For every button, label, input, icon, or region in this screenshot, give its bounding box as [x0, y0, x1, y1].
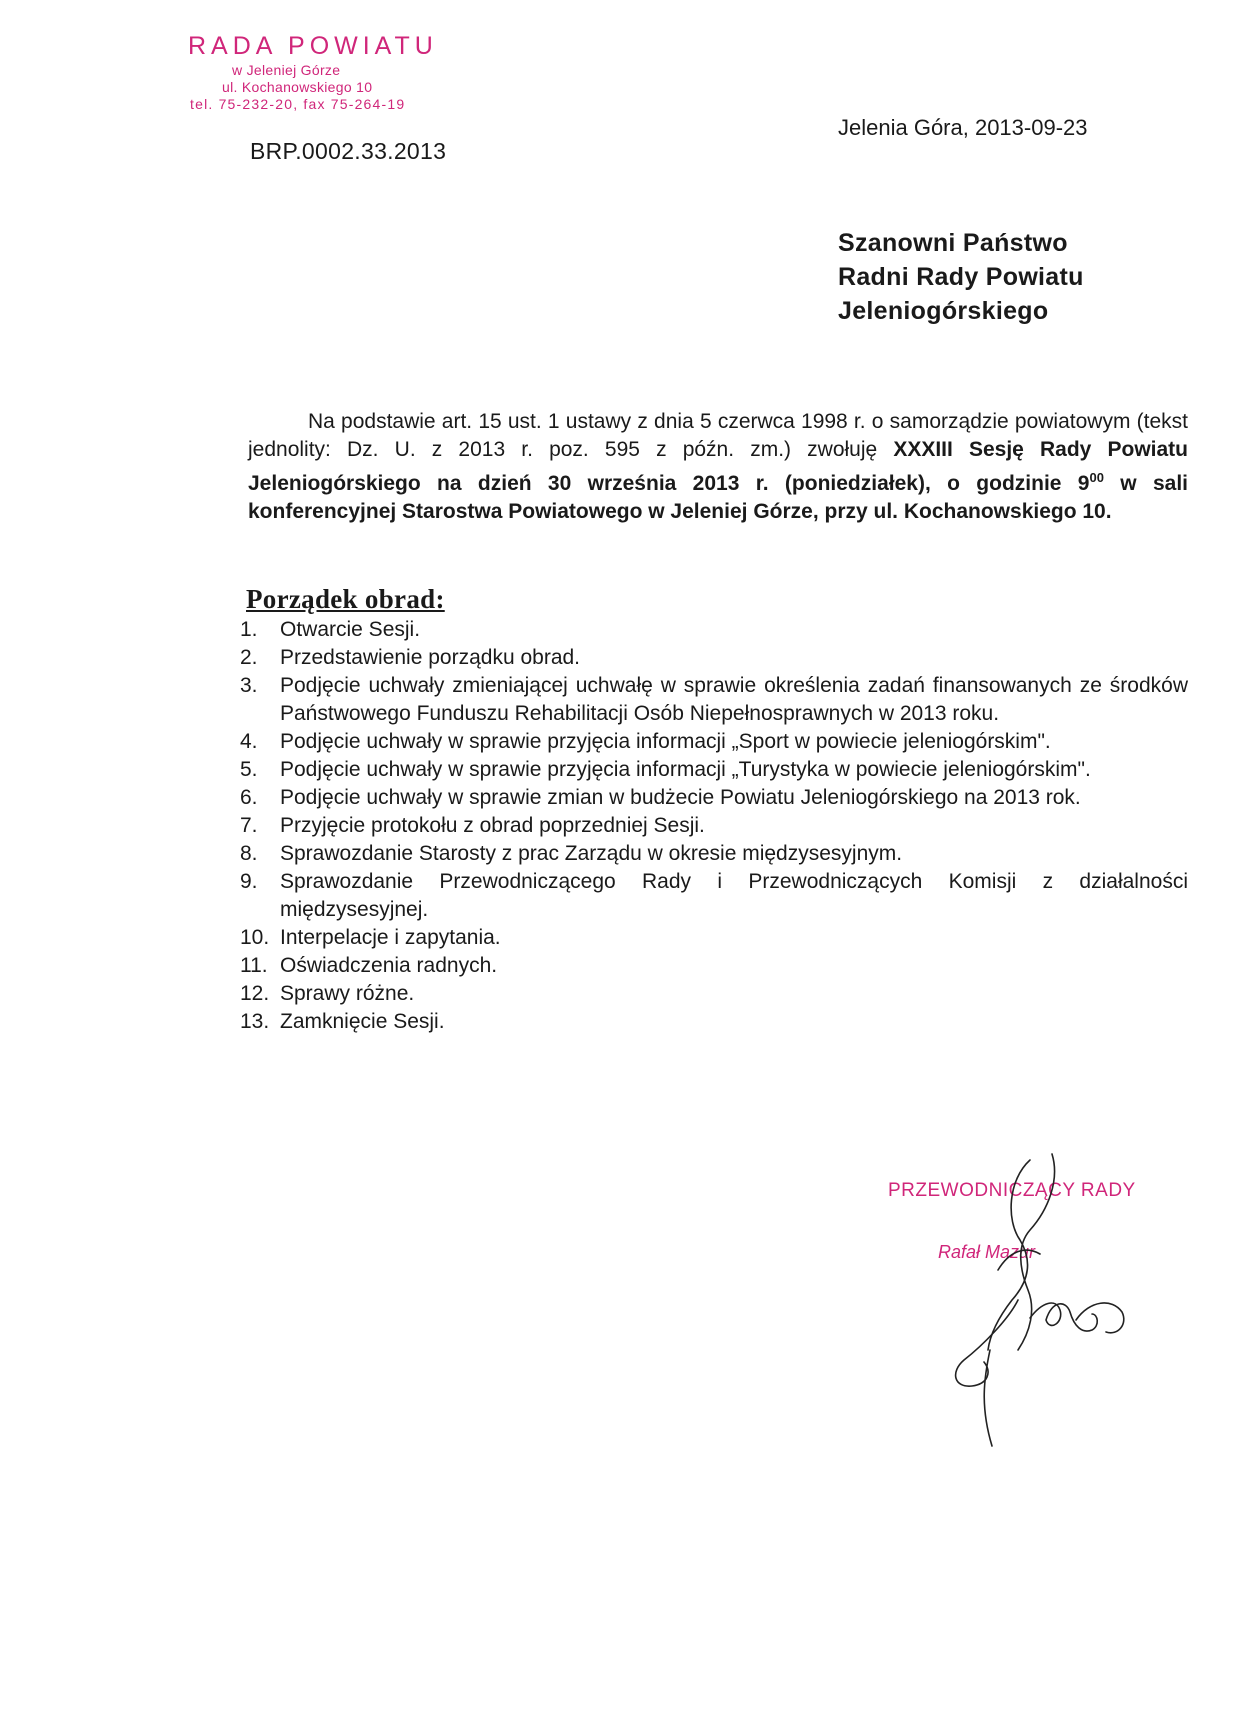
stamp-title: RADA POWIATU — [188, 32, 438, 60]
agenda-item: 10. Interpelacje i zapytania. — [240, 926, 501, 949]
addressee-line: Jeleniogórskiego — [838, 297, 1049, 325]
place-date: Jelenia Góra, 2013-09-23 — [838, 115, 1088, 140]
agenda-title: Porządek obrad: — [246, 584, 445, 614]
agenda-list — [240, 616, 1188, 1036]
handwritten-signature — [880, 1150, 1140, 1450]
intro-session-details: XXXIII Sesję Rady Powiatu Jeleniogórskiego na dzień 30 września 2013 r. (poniedziałek), o godzinie $9^{00}$ w sali konferencyjnej Starostwa Powiatowego w Jeleniej Górze, przy ul. Kochanowskiego 10. — [248, 438, 1189, 523]
agenda-item: 3. Podjęcie uchwały zmieniającej uchwałę w sprawie określenia zadań finansowanych ze środków Państwowego Funduszu Rehabilitacji Osób Niepełnosprawnych w 2013 roku. — [240, 674, 1188, 725]
reference-number: BRP.0002.33.2013 — [250, 138, 447, 164]
chairman-stamp-role: PRZEWODNICZĄCY RADY — [888, 1180, 1136, 1201]
agenda-item: 2. Przedstawienie porządku obrad. — [240, 646, 581, 669]
agenda-item: 1. Otwarcie Sesji. — [240, 618, 421, 641]
agenda-item: 7. Przyjęcie protokołu z obrad poprzedniej Sesji. — [240, 814, 705, 837]
stamp-street: ul. Kochanowskiego 10 — [222, 79, 373, 95]
council-header-stamp — [188, 34, 438, 111]
stamp-city: w Jeleniej Górze — [232, 62, 341, 78]
stamp-phone: tel. 75-232-20, fax 75-264-19 — [190, 96, 406, 112]
agenda-item: 5. Podjęcie uchwały w sprawie przyjęcia informacji „Turystyka w powiecie jeleniogórskim". — [240, 758, 1091, 781]
agenda-item: 11. Oświadczenia radnych. — [240, 954, 498, 977]
agenda-item: 8. Sprawozdanie Starosty z prac Zarządu w okresie międzysesyjnym. — [240, 842, 903, 865]
addressee — [838, 226, 1084, 328]
intro-paragraph — [248, 408, 1188, 526]
agenda-item: 13. Zamknięcie Sesji. — [240, 1010, 445, 1033]
chairman-stamp-name: Rafał Mazur — [938, 1242, 1036, 1262]
addressee-line: Radni Rady Powiatu — [838, 263, 1084, 291]
agenda-item: 4. Podjęcie uchwały w sprawie przyjęcia informacji „Sport w powiecie jeleniogórskim". — [240, 730, 1051, 753]
agenda-item: 12. Sprawy różne. — [240, 982, 415, 1005]
agenda-item: 9. Sprawozdanie Przewodniczącego Rady i Przewodniczących Komisji z działalności międzysesyjnej. — [240, 870, 1188, 921]
agenda-item: 6. Podjęcie uchwały w sprawie zmian w budżecie Powiatu Jeleniogórskiego na 2013 rok. — [240, 786, 1081, 809]
intro-text: Na podstawie art. 15 ust. 1 ustawy z dnia 5 czerwca 1998 r. o samorządzie powiatowym (tekst jednolity: Dz. U. z 2013 r. poz. 595 z późn. zm.) zwołuję — [248, 410, 1188, 461]
intro-hour-sup: 00 — [1089, 470, 1104, 485]
addressee-line: Szanowni Państwo — [838, 229, 1068, 257]
